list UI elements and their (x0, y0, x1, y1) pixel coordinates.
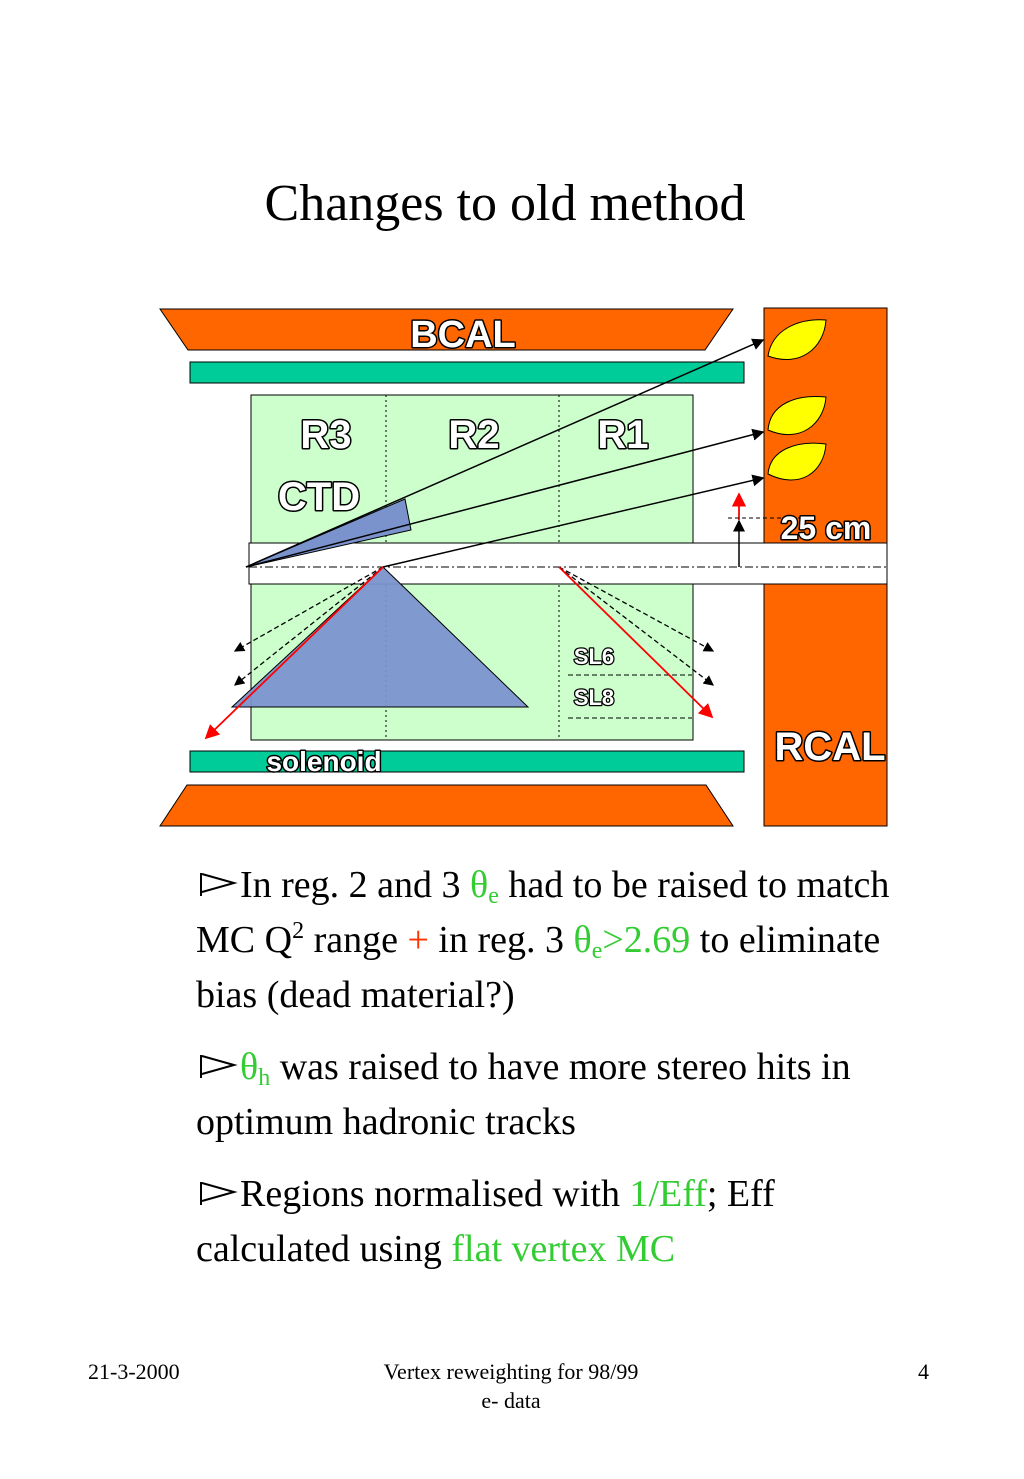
rcal-label: RCAL (774, 725, 886, 769)
bullet-text-segment: e (488, 883, 499, 909)
flag-icon (196, 1180, 240, 1206)
bullet-text-segment: in reg. 3 (428, 919, 574, 961)
bullet-text-segment: θ (573, 919, 592, 961)
bullet-item (196, 1167, 936, 1277)
sl6-label: SL6 (573, 644, 615, 669)
bullet-text-segment: had to be raised to match MC Q (196, 864, 890, 961)
solenoid-label: solenoid (266, 746, 382, 777)
bcal-label: BCAL (410, 314, 516, 356)
beam-pipe (249, 543, 887, 584)
bullet-text-segment: + (407, 919, 429, 961)
bullet-text-segment: flat vertex MC (451, 1228, 676, 1270)
bullet-text-segment: 1/Eff (629, 1173, 707, 1215)
bullet-text-segment: θ (240, 1046, 259, 1088)
footer-page-number: 4 (918, 1359, 929, 1384)
solenoid-top (190, 362, 744, 383)
bullet-text-segment: range (304, 919, 408, 961)
slide-title: Changes to old method (264, 175, 746, 232)
sl8-label: SL8 (573, 685, 615, 710)
bullet-text-segment: In reg. 2 and 3 (240, 864, 471, 906)
bullet-text-segment: 2 (292, 918, 305, 944)
region-r1-label: R1 (597, 413, 649, 457)
footer-date: 21-3-2000 (88, 1359, 180, 1384)
bullet-item (196, 858, 936, 1023)
flag-icon (196, 1053, 240, 1079)
region-r2-label: R2 (448, 413, 500, 457)
bullet-text-segment: Regions normalised with (240, 1173, 630, 1215)
bullet-text-segment: was raised to have more stereo hits in optimum hadronic tracks (196, 1046, 851, 1143)
bullet-text-segment: >2.69 (602, 919, 691, 961)
ctd-label: CTD (277, 475, 361, 519)
bullet-item (196, 1040, 936, 1150)
bullet-text-segment: e (591, 938, 603, 964)
distance-label: 25 cm (780, 510, 872, 546)
bullet-list (196, 858, 936, 1294)
bullet-text-segment: h (258, 1065, 271, 1091)
bullet-text-segment: to eliminate bias (dead material?) (196, 919, 881, 1016)
footer-title: Vertex reweighting for 98/99 e- data (383, 1359, 639, 1413)
region-r3-label: R3 (300, 413, 352, 457)
flag-icon (196, 871, 240, 897)
bullet-text-segment: θ (470, 864, 489, 906)
bullet-text-segment: ; Eff calculated using (196, 1173, 775, 1270)
bcal-bottom (160, 785, 733, 826)
